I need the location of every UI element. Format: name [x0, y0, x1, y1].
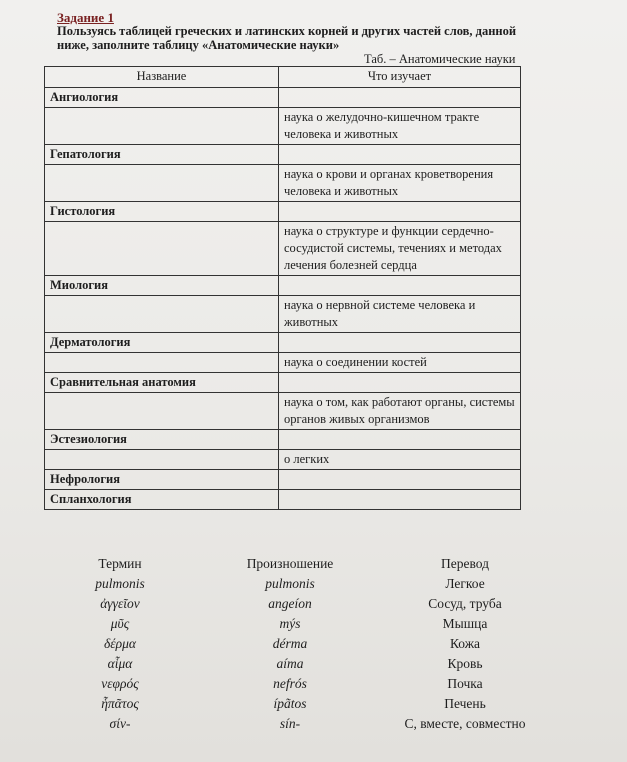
table-row [45, 296, 521, 333]
science-description-cell[interactable] [279, 430, 521, 450]
science-description-cell[interactable]: наука о крови и органах кроветворения человека и животных [279, 165, 521, 202]
science-name-cell[interactable]: Миология [45, 276, 279, 296]
science-name-cell[interactable] [45, 353, 279, 373]
glossary-header-row [50, 556, 540, 576]
glossary-pronunciation: pulmonis [265, 576, 315, 591]
table-row [45, 145, 521, 165]
header-name: Название [45, 67, 279, 88]
task-title: Задание 1 [57, 10, 114, 25]
table-row [45, 333, 521, 353]
glossary-translation: Печень [444, 696, 486, 711]
glossary-row [50, 576, 540, 596]
glossary-term: ἀγγεῖον [100, 596, 140, 611]
science-name-cell[interactable] [45, 222, 279, 276]
glossary-translation: Мышца [442, 616, 488, 631]
glossary-pronunciation: nefrós [273, 676, 307, 691]
science-name-cell[interactable] [45, 165, 279, 202]
science-description-cell[interactable] [279, 373, 521, 393]
table-body [45, 88, 521, 510]
table-row [45, 470, 521, 490]
table-row [45, 202, 521, 222]
science-name-cell[interactable]: Гистология [45, 202, 279, 222]
science-description-cell[interactable]: наука о нервной системе человека и животных [279, 296, 521, 333]
glossary-translation: Сосуд, труба [428, 596, 502, 611]
science-name-cell[interactable]: Спланхология [45, 490, 279, 510]
science-description-cell[interactable] [279, 88, 521, 108]
glossary-translation: Почка [447, 676, 483, 691]
science-name-cell[interactable] [45, 108, 279, 145]
table-row [45, 165, 521, 202]
science-description-cell[interactable]: наука о соединении костей [279, 353, 521, 373]
science-description-cell[interactable]: наука о том, как работают органы, системы органов живых организмов [279, 393, 521, 430]
glossary-term: ἧπᾶτος [101, 696, 139, 711]
table-row [45, 88, 521, 108]
science-description-cell[interactable] [279, 276, 521, 296]
table-row [45, 490, 521, 510]
glossary-translation: Кожа [449, 636, 481, 651]
table-row [45, 276, 521, 296]
table-row [45, 373, 521, 393]
table-row [45, 353, 521, 373]
science-description-cell[interactable] [279, 470, 521, 490]
science-name-cell[interactable]: Нефрология [45, 470, 279, 490]
glossary-pronunciation: angeíon [268, 596, 312, 611]
science-description-cell[interactable] [279, 145, 521, 165]
science-name-cell[interactable]: Ангиология [45, 88, 279, 108]
glossary-row [50, 636, 540, 656]
table-row [45, 222, 521, 276]
glossary-row [50, 656, 540, 676]
header-what-studies: Что изучает [279, 67, 521, 88]
glossary-translation: Кровь [447, 656, 483, 671]
glossary-term: σίν- [109, 716, 131, 731]
table-header-row [45, 67, 521, 88]
glossary-header-translation: Перевод [441, 556, 489, 571]
glossary-term: αἷμα [107, 656, 133, 671]
glossary-pronunciation: aíma [276, 656, 304, 671]
glossary-pronunciation: dérma [272, 636, 308, 651]
glossary-translation: С, вместе, совместно [404, 716, 526, 731]
glossary-pronunciation: mýs [279, 616, 301, 631]
glossary-row [50, 716, 540, 736]
science-name-cell[interactable]: Дерматология [45, 333, 279, 353]
glossary-term: pulmonis [95, 576, 145, 591]
science-name-cell[interactable] [45, 296, 279, 333]
science-description-cell[interactable] [279, 490, 521, 510]
glossary-header-term: Термин [98, 556, 142, 571]
table-row [45, 108, 521, 145]
glossary-row [50, 596, 540, 616]
glossary-term: μῦς [110, 616, 130, 631]
science-description-cell[interactable]: о легких [279, 450, 521, 470]
table-row [45, 393, 521, 430]
glossary-translation: Легкое [445, 576, 485, 591]
table-row [45, 450, 521, 470]
science-description-cell[interactable] [279, 333, 521, 353]
science-description-cell[interactable] [279, 202, 521, 222]
glossary-pronunciation: ípãtos [273, 696, 307, 711]
table-row [45, 430, 521, 450]
science-name-cell[interactable] [45, 450, 279, 470]
glossary-header-pronunciation: Произношение [246, 556, 334, 571]
glossary-row [50, 676, 540, 696]
science-name-cell[interactable] [45, 393, 279, 430]
glossary-row [50, 616, 540, 636]
task-instruction: Пользуясь таблицей греческих и латинских корней и других частей слов, данной ниже, заполните таблицу «Анатомические науки» [57, 24, 517, 52]
glossary-term: δέρμα [104, 636, 136, 651]
table-caption: Таб. – Анатомические науки [364, 52, 516, 66]
glossary-row [50, 696, 540, 716]
glossary-pronunciation: sín- [279, 716, 301, 731]
science-name-cell[interactable]: Эстезиология [45, 430, 279, 450]
science-description-cell[interactable]: наука о желудочно-кишечном тракте человека и животных [279, 108, 521, 145]
science-description-cell[interactable]: наука о структуре и функции сердечно-сосудистой системы, течениях и методах лечения болезней сердца [279, 222, 521, 276]
science-name-cell[interactable]: Гепатология [45, 145, 279, 165]
science-name-cell[interactable]: Сравнительная анатомия [45, 373, 279, 393]
glossary-term: νεφρός [101, 676, 139, 691]
anatomical-sciences-table [44, 66, 521, 510]
